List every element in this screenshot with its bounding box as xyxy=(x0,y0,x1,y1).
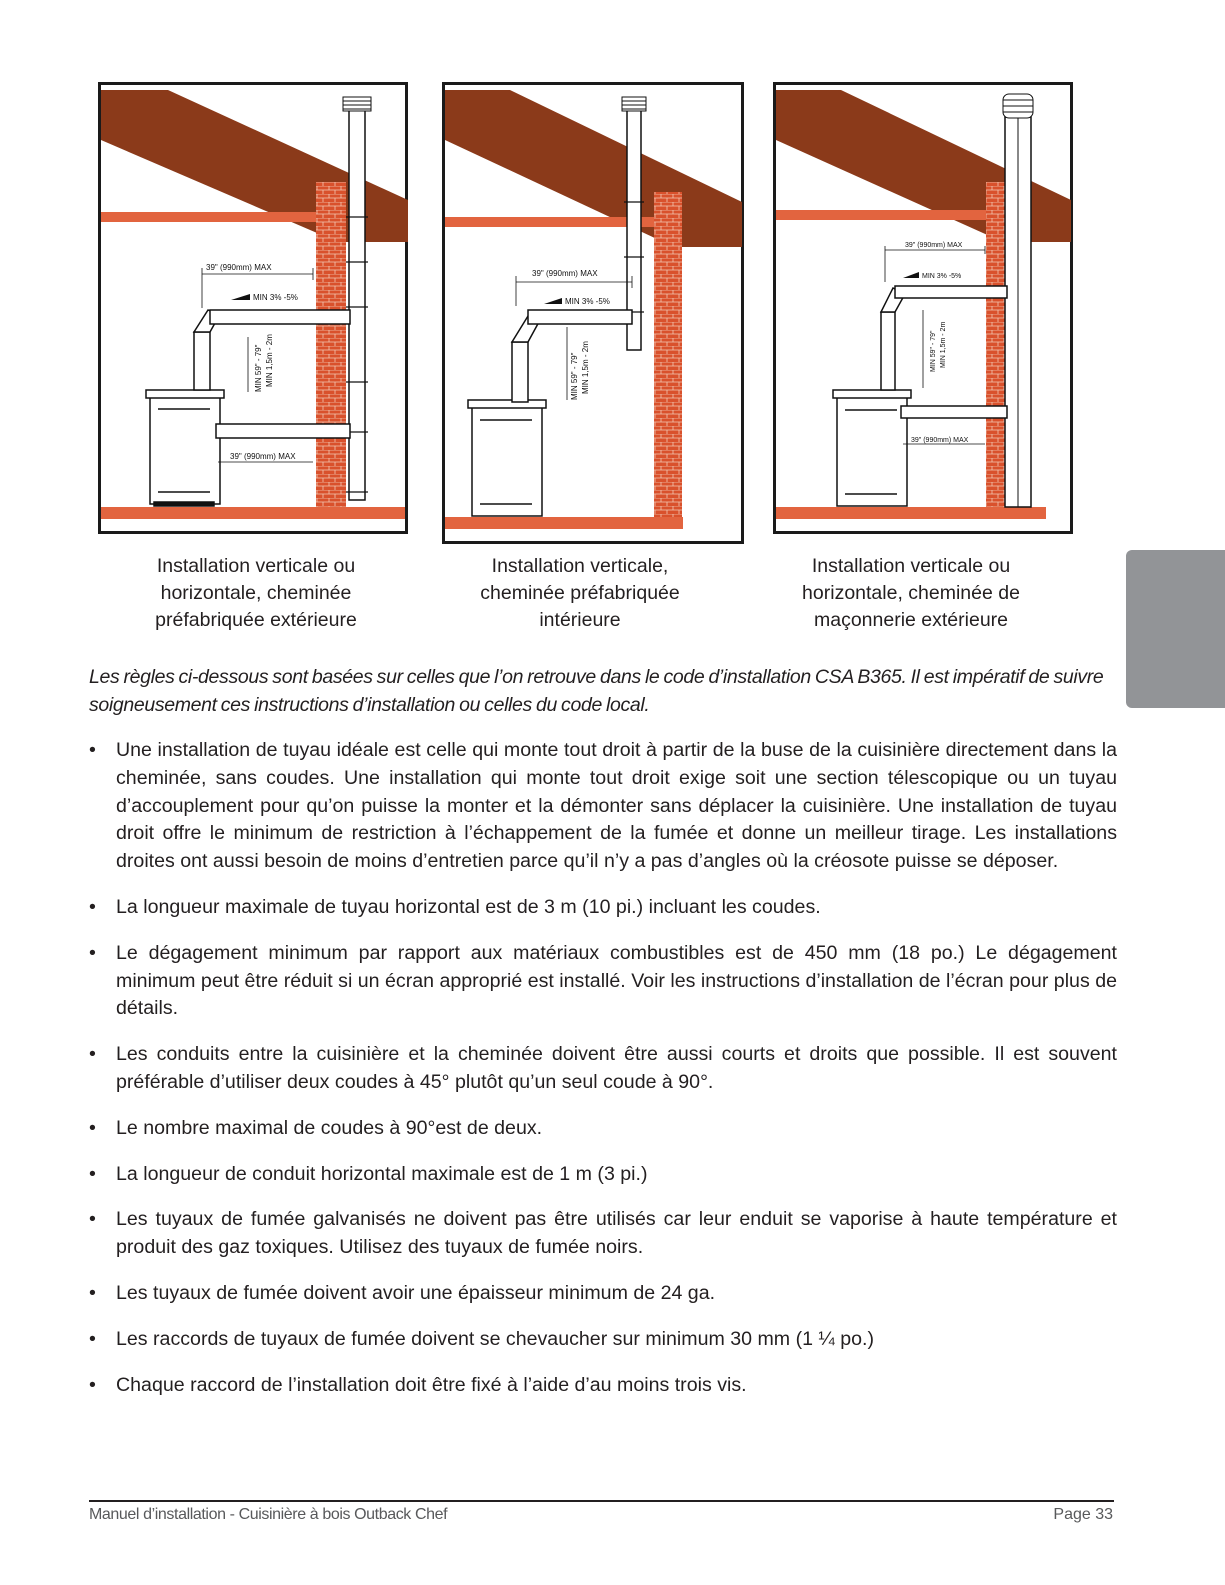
chimney-cap xyxy=(343,97,371,111)
dim-height-metric: MIN 1,5m - 2m xyxy=(940,321,947,368)
list-item-text: La longueur maximale de tuyau horizontal est de 3 m (10 pi.) incluant les coudes. xyxy=(116,895,821,918)
list-item-text: Les tuyaux de fumée galvanisés ne doivent pas être utilisés car leur enduit se vaporise à haute température et produit des gaz toxiques. Utilisez des tuyaux de fumée noirs. xyxy=(116,1208,1117,1259)
diagram-exterior-masonry xyxy=(773,82,1075,534)
list-item xyxy=(89,1206,1117,1262)
figure-exterior-masonry-chimney xyxy=(773,82,1075,534)
bullet-icon: • xyxy=(89,1162,96,1185)
figure-3-caption xyxy=(784,553,1038,634)
bullet-icon: • xyxy=(89,1373,96,1396)
caption-line: cheminée préfabriquée xyxy=(480,582,680,604)
figure-2-caption xyxy=(462,553,698,634)
bullet-icon: • xyxy=(89,895,96,918)
chimney-cap xyxy=(622,97,646,111)
dim-height: MIN 59" - 79" xyxy=(930,330,937,372)
list-item-text: Le nombre maximal de coudes à 90°est de deux. xyxy=(116,1116,543,1139)
dim-height-metric: MIN 1,5m - 2m xyxy=(581,341,590,394)
dim-slope: MIN 3% -5% xyxy=(922,273,962,280)
dim-height-metric: MIN 1,5m - 2m xyxy=(265,334,274,387)
list-item xyxy=(89,1280,1117,1308)
list-item xyxy=(89,1326,1117,1354)
bullet-icon: • xyxy=(89,1327,96,1350)
list-item xyxy=(89,1115,1117,1143)
caption-line: horizontale, cheminée xyxy=(160,582,352,604)
dim-top-max: 39" (990mm) MAX xyxy=(905,242,963,249)
figure-exterior-prefab-chimney xyxy=(98,82,410,534)
list-item-text: Les raccords de tuyaux de fumée doivent se chevaucher sur minimum 30 mm (1 ¼ po.) xyxy=(116,1327,874,1350)
ceiling-joist xyxy=(445,217,655,227)
figure-1-caption xyxy=(128,553,384,634)
list-item xyxy=(89,1372,1117,1400)
dim-slope: MIN 3% -5% xyxy=(253,293,298,302)
list-item-text: Les conduits entre la cuisinière et la cheminée doivent être aussi courts et droits que possible. Il est souvent préférable d’utiliser deux coudes à 45° plutôt qu’un seul coude à 90°. xyxy=(116,1043,1117,1093)
dim-top-max: 39" (990mm) MAX xyxy=(532,269,598,278)
caption-line: horizontale, cheminée de xyxy=(802,582,1020,604)
bullet-icon: • xyxy=(89,941,96,964)
floor xyxy=(101,507,405,519)
stove xyxy=(833,390,911,506)
ceiling-joist xyxy=(776,210,988,220)
dim-bottom-max: 39" (990mm) MAX xyxy=(230,452,296,461)
list-item xyxy=(89,894,1117,922)
bullet-icon: • xyxy=(89,739,96,761)
bullet-icon: • xyxy=(89,1281,96,1304)
footer-divider xyxy=(89,1500,1114,1502)
stove xyxy=(146,390,224,506)
floor xyxy=(445,517,683,529)
chimney-cap xyxy=(1003,94,1033,118)
list-item-text: Chaque raccord de l’installation doit être fixé à l’aide d’au moins trois vis. xyxy=(116,1373,747,1396)
installation-rules-list xyxy=(89,737,1117,1417)
figure-interior-prefab-chimney xyxy=(442,82,746,544)
list-item-text: La longueur de conduit horizontal maximale est de 1 m (3 pi.) xyxy=(116,1162,648,1185)
caption-line: maçonnerie extérieure xyxy=(813,609,1009,631)
list-item xyxy=(89,1161,1117,1189)
footer-manual-title: Manuel d’installation - Cuisinière à bois Outback Chef xyxy=(89,1506,448,1523)
list-item xyxy=(89,737,1117,876)
section-side-tab xyxy=(1126,550,1225,708)
list-item-text: Le dégagement minimum par rapport aux matériaux combustibles est de 450 mm (18 po.) Le dégagement minimum peut être réduit si un écran approprié est installé. Voir les instructions d’installation de l’écran pour plus de détails. xyxy=(116,941,1117,1020)
caption-line: intérieure xyxy=(539,609,621,631)
diagram-exterior-prefab xyxy=(98,82,410,534)
dim-bottom-max: 39" (990mm) MAX xyxy=(911,437,969,444)
bullet-icon: • xyxy=(89,1208,96,1231)
ceiling-joist xyxy=(101,212,319,222)
dim-slope: MIN 3% -5% xyxy=(565,297,610,306)
list-item-text: Les tuyaux de fumée doivent avoir une épaisseur minimum de 24 ga. xyxy=(116,1281,716,1304)
caption-line: Installation verticale, xyxy=(491,555,669,577)
brick-wall xyxy=(316,182,346,507)
page-number: Page 33 xyxy=(1053,1506,1113,1523)
dim-height: MIN 59" - 79" xyxy=(570,352,579,400)
dim-height: MIN 59" - 79" xyxy=(254,344,263,392)
caption-line: préfabriquée extérieure xyxy=(155,609,357,631)
intro-paragraph: Les règles ci-dessous sont basées sur celles que l’on retrouve dans le code d’installation CSA B365. Il est impératif de suivre soigneusement ces instructions d’installation ou celles du code local. xyxy=(89,666,1104,716)
stove xyxy=(468,400,546,516)
caption-line: Installation verticale ou xyxy=(811,555,1011,577)
chimney-pipe xyxy=(349,110,365,500)
list-item-text: Une installation de tuyau idéale est celle qui monte tout droit à partir de la buse de la cuisinière directement dans la cheminée, sans coudes. Une installation qui monte tout droit exige soit une section télescopique ou un tuyau d’accouplement pour qu’on puisse la monter et la démonter sans déplacer la cuisinière. Une installation de tuyau droit offre le minimum de restriction à l’échappement de la fumée et donne un meilleur tirage. Les installations droites ont aussi besoin de moins d’entretien parce qu’il n’y a pas d’angles où la créosote puisse se déposer. xyxy=(116,739,1117,873)
brick-wall xyxy=(654,192,682,517)
floor xyxy=(776,507,1046,519)
bullet-icon: • xyxy=(89,1043,96,1066)
bullet-icon: • xyxy=(89,1116,96,1139)
list-item xyxy=(89,1041,1117,1097)
dim-top-max: 39" (990mm) MAX xyxy=(206,263,272,272)
list-item xyxy=(89,940,1117,1023)
caption-line: Installation verticale ou xyxy=(156,555,356,577)
diagram-interior-prefab xyxy=(442,82,746,544)
